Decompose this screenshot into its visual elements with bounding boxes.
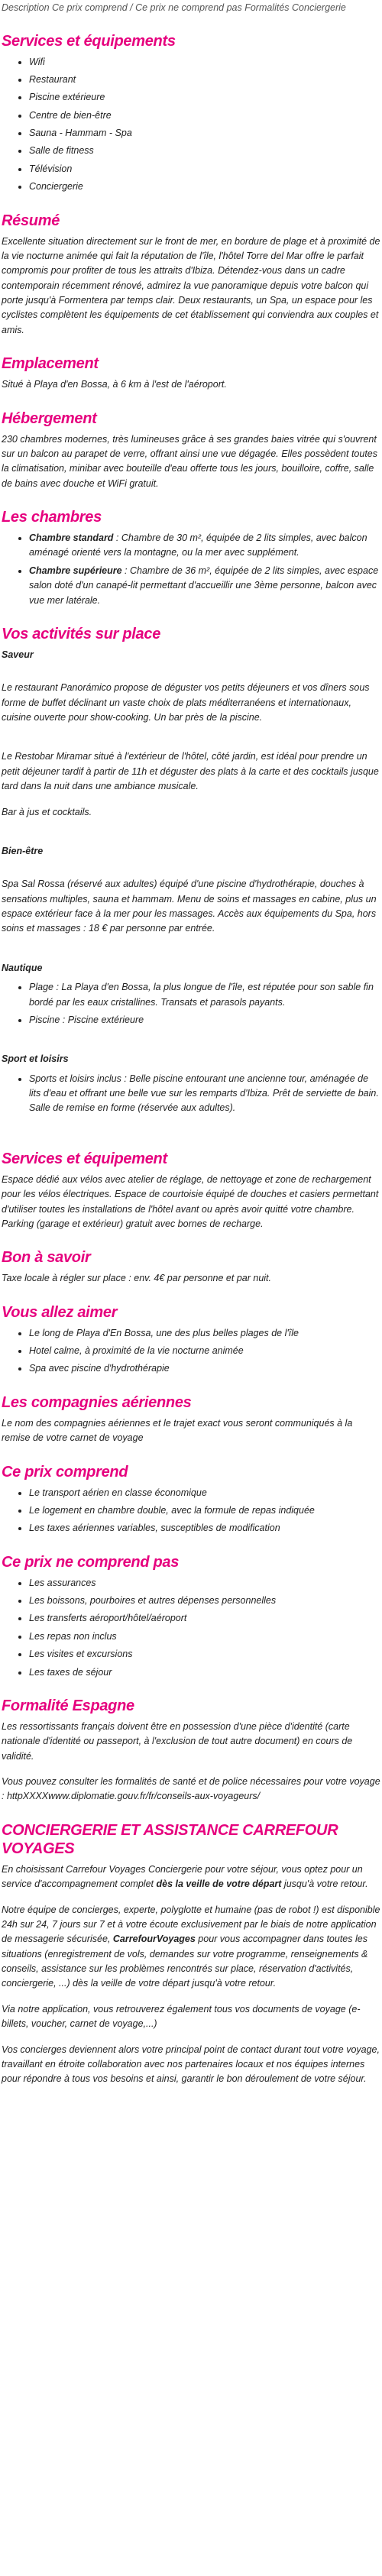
list-item: • Conciergerie: [29, 180, 380, 194]
list-item: [29, 564, 380, 608]
text-run-bold: dès la veille de votre départ: [156, 1879, 282, 1890]
room-name: Chambre supérieure: [29, 565, 122, 576]
compagnies-text: Le nom des compagnies aériennes et le trajet exact vous seront communiqués à la remise de votre carnet de voyage: [2, 1417, 353, 1444]
section-title-resume: Résumé: [2, 212, 60, 229]
ne-comprend-list: [2, 1576, 380, 1680]
section-title-chambres: Les chambres: [2, 509, 102, 526]
list-item: • Le transport aérien en classe économique: [29, 1486, 380, 1500]
list-item: • Salle de fitness: [29, 144, 380, 158]
section-title-services-equipement: Services et équipement: [2, 1150, 167, 1167]
subheading-saveur: Saveur: [2, 649, 34, 660]
list-item: • Piscine extérieure: [29, 90, 380, 105]
list-item: • Centre de bien-être: [29, 108, 380, 123]
section-title-bon-a-savoir: Bon à savoir: [2, 1249, 91, 1267]
formalite-text-1: Les ressortissants français doivent être en possession d'une pièce d'identité (carte nationale d'identité ou passeport, à l'exclusion de tout autre document) en cours de validité.: [2, 1720, 353, 1762]
subheading-bien-etre: Bien-être: [2, 845, 44, 856]
nautique-list: [2, 980, 380, 1027]
list-item: • Les repas non inclus: [29, 1629, 380, 1644]
text-run: Notre équipe de concierges, experte, polyglotte et humaine (pas de robot !) est disponible 24h sur 24, 7 jours sur 7 et à votre écoute exclusivement par le biais de notre application de messagerie sécurisée,: [2, 1904, 380, 1945]
list-item: • Les boissons, pourboires et autres dépenses personnelles: [29, 1594, 380, 1608]
bon-a-savoir-text: Taxe locale à régler sur place : env. 4€ par personne et par nuit.: [2, 1273, 271, 1284]
formalite-text-2: Vous pouvez consulter les formalités de santé et de police nécessaires pour votre voyage : httpXXXXwww.diplomatie.gouv.fr/fr/conseils-aux-voyageurs/: [2, 1776, 380, 1802]
list-item: • Restaurant: [29, 73, 380, 87]
list-item: • Spa avec piscine d'hydrothérapie: [29, 1361, 380, 1376]
list-item: • Hotel calme, à proximité de la vie nocturne animée: [29, 1344, 380, 1358]
saveur-text-3: Bar à jus et cocktails.: [2, 806, 92, 817]
conciergerie-text-2: [2, 1903, 380, 1992]
list-item: [29, 531, 380, 561]
subheading-sport: Sport et loisirs: [2, 1053, 69, 1065]
section-title-vous-allez-aimer: Vous allez aimer: [2, 1303, 118, 1321]
vous-allez-aimer-list: [2, 1326, 380, 1377]
list-item: • Les transferts aéroport/hôtel/aéroport: [29, 1611, 380, 1626]
list-item: • Piscine : Piscine extérieure: [29, 1013, 380, 1027]
subheading-nautique: Nautique: [2, 962, 43, 973]
list-item: • Wifi: [29, 55, 380, 70]
section-title-ne-comprend-pas: Ce prix ne comprend pas: [2, 1553, 180, 1571]
list-item: • Télévision: [29, 162, 380, 176]
services-list: [2, 55, 380, 195]
list-item: • Les visites et excursions: [29, 1647, 380, 1662]
conciergerie-text-3: Via notre application, vous retrouverez également tous vos documents de voyage (e-billets, voucher, carnet de voyage,...): [2, 2003, 361, 2030]
resume-text: Excellente situation directement sur le front de mer, en bordure de plage et à proximité de la vie nocturne animée qui fait la réputation de l'île, l'hôtel Torre del Mar offre le parfait compromis pour profiter de tous les attraits d'Ibiza. Détendez-vous dans un cadre contemporain récemment rénové, admirez la vue panoramique depuis votre balcon qui porte jusqu'à Formentera par temps clair. Deux restaurants, un Spa, un espace pour les cyclistes complètent les équipements de cet établissement qui conviendra aux couples et amis.: [2, 235, 380, 335]
list-item: • Le long de Playa d'En Bossa, une des plus belles plages de l'île: [29, 1326, 380, 1341]
conciergerie-text-4: Vos concierges deviennent alors votre principal point de contact durant tout votre voyage, travaillant en étroite collaboration avec nos partenaires locaux et nos équipes internes pour répondre à tous vos besoins et ainsi, garantir le bon déroulement de votre séjour.: [2, 2044, 380, 2085]
room-name: Chambre standard: [29, 532, 114, 543]
bien-etre-text: Spa Sal Rossa (réservé aux adultes) équipé d'une piscine d'hydrothérapie, douches à sensations multiples, sauna et hammam. Menu de soins et massages en cabine, plus un espace extérieur face à la mer pour les massages. Accès aux équipements du Spa, hors soins et massages : 18 € par personne par entrée.: [2, 879, 377, 934]
saveur-text-1: Le restaurant Panorámico propose de déguster vos petits déjeuners et vos dîners sous forme de buffet déclinant un vaste choix de plats méditerranéens et internationaux, cuisine ouverte pour show-cooking. Un bar près de la piscine.: [2, 682, 370, 723]
section-title-hebergement: Hébergement: [2, 409, 97, 427]
section-title-services: Services et équipements: [2, 32, 176, 50]
services-equipement-text: Espace dédié aux vélos avec atelier de réglage, de nettoyage et zone de rechargement pour les vélos électriques. Espace de courtoisie équipé de douches et casiers permettant d'utiliser toutes les installations de l'hôtel avant ou après avoir quitté votre chambre. Parking (garage et extérieur) gratuit avec bornes de recharge.: [2, 1173, 379, 1229]
section-title-formalite: Formalité Espagne: [2, 1697, 134, 1714]
conciergerie-text-1: [2, 1862, 380, 1892]
text-run: jusqu'à votre retour.: [281, 1879, 368, 1890]
text-run-bold: CarrefourVoyages: [112, 1934, 196, 1945]
sport-list: [2, 1072, 380, 1116]
breadcrumb: Description Ce prix comprend / Ce prix ne comprend pas Formalités Conciergerie: [2, 2, 346, 13]
saveur-text-2: Le Restobar Miramar situé à l'extérieur de l'hôtel, côté jardin, est idéal pour prendre un petit déjeuner tardif à partir de 11h et déguster des plats à la carte et des cocktails jusque tard dans la nuit dans une ambiance musicale.: [2, 751, 379, 792]
list-item: • Les taxes aériennes variables, susceptibles de modification: [29, 1521, 380, 1536]
text-run: En choisissant Carrefour Voyages Conciergerie pour votre séjour, vous optez pour un service d'accompagnement complet: [2, 1863, 363, 1890]
hebergement-text: 230 chambres modernes, très lumineuses grâce à ses grandes baies vitrée qui s'ouvrent sur un balcon au parapet de verre, offrant ainsi une vue dégagée. Elles possèdent toutes la climatisation, minibar avec bouteille d'eau offerte tous les jours, bouilloire, coffre, salle de bains avec douche et WiFi gratuit.: [2, 433, 377, 489]
section-title-activites: Vos activités sur place: [2, 625, 161, 642]
section-title-compagnies: Les compagnies aériennes: [2, 1393, 192, 1411]
list-item: • Le logement en chambre double, avec la formule de repas indiquée: [29, 1503, 380, 1518]
emplacement-text: Situé à Playa d'en Bossa, à 6 km à l'est de l'aéroport.: [2, 379, 227, 390]
list-item: • Les assurances: [29, 1576, 380, 1591]
chambres-list: [2, 531, 380, 608]
list-item: • Plage : La Playa d'en Bossa, la plus longue de l'île, est réputée pour son sable fin bordé par les eaux cristallines. Transats et parasols payants.: [29, 980, 380, 1010]
section-title-ce-prix-comprend: Ce prix comprend: [2, 1463, 128, 1481]
section-title-conciergerie: CONCIERGERIE ET ASSISTANCE CARREFOUR VOYAGES: [2, 1821, 338, 1857]
list-item: • Sports et loisirs inclus : Belle piscine entourant une ancienne tour, aménagée de lits d'eau et offrant une belle vue sur les remparts d'Ibiza. Prêt de serviette de bain. Salle de remise en forme (réservée aux adultes).: [29, 1072, 380, 1116]
comprend-list: [2, 1486, 380, 1536]
text-run: pour vous accompagner dans toutes les situations (enregistrement de vols, demandes sur votre programme, renseignements & conseils, assistance sur les problèmes rencontrés sur place, réservation d'activités, conciergerie, ...) dès la veille de votre départ jusqu'à votre retour.: [2, 1934, 368, 1989]
list-item: • Sauna - Hammam - Spa: [29, 126, 380, 141]
section-title-emplacement: Emplacement: [2, 355, 99, 373]
room-desc: : Chambre de 30 m², équipée de 2 lits simples, avec balcon aménagé orienté vers la montagne, ou la mer avec supplément.: [29, 532, 367, 558]
list-item: • Les taxes de séjour: [29, 1665, 380, 1680]
room-desc: : Chambre de 36 m², équipée de 2 lits simples, avec espace salon doté d'un canapé-lit permettant d'accueillir une 3ème personne, balcon avec vue mer latérale.: [29, 565, 379, 606]
